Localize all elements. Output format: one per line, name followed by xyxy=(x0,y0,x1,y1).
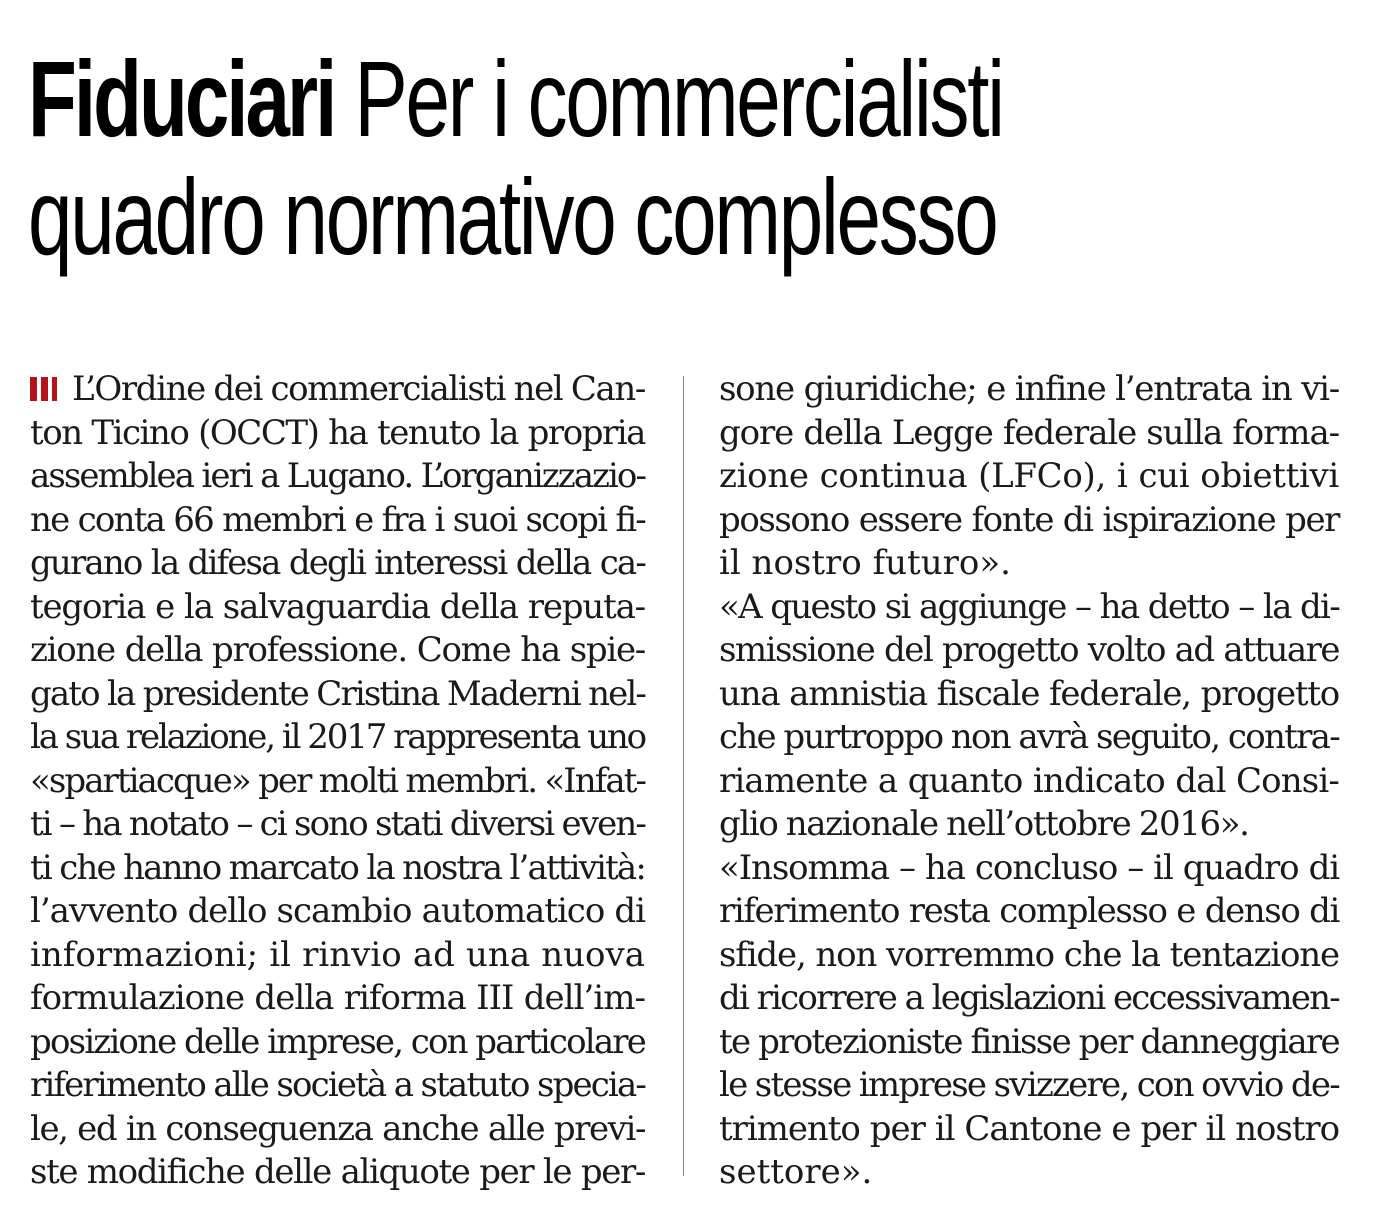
body-line: sone giuridiche; e infine l’entrata in vi- xyxy=(719,369,1339,409)
body-line: riamente a quanto indicato dal Consi- xyxy=(719,760,1339,801)
body-line: che purtroppo non avrà seguito, contra- xyxy=(719,717,1339,757)
body-line: ti che hanno marcato la nostra l’attività: xyxy=(30,847,645,888)
body-line: ton Ticino (OCCT) ha tenuto la propria xyxy=(30,412,645,453)
body-line: ste modifiche delle aliquote per le per- xyxy=(30,1152,645,1192)
body-line: ne conta 66 membri e fra i suoi scopi fi- xyxy=(30,499,645,540)
body-line: smissione del progetto volto ad attuare xyxy=(719,630,1339,670)
body-line: il nostro futuro». xyxy=(719,543,1011,583)
body-line: gurano la difesa degli interessi della ca- xyxy=(30,543,645,583)
headline-title-line-2: quadro normativo complesso xyxy=(28,156,997,277)
headline xyxy=(28,40,1020,276)
headline-line-1 xyxy=(28,40,1020,158)
body-line: le stesse imprese svizzere, con ovvio de- xyxy=(719,1065,1339,1105)
body-line: tegoria e la salvaguardia della reputa- xyxy=(30,586,645,627)
body-line: gore della Legge federale sulla forma- xyxy=(719,412,1339,453)
body-line: «spartiacque» per molti membri. «Infat- xyxy=(30,760,645,801)
article-column-left xyxy=(30,368,645,1195)
body-line: ti – ha notato – ci sono stati diversi even- xyxy=(30,804,645,844)
body-line: te protezioniste finisse per danneggiare xyxy=(719,1021,1339,1062)
body-line: di ricorrere a legislazioni eccessivamen- xyxy=(719,978,1339,1018)
body-line-text: L’Ordine dei commercialisti nel Can- xyxy=(72,369,645,409)
body-line: informazioni; il rinvio ad una nuova xyxy=(30,934,645,975)
body-line: possono essere fonte di ispirazione per xyxy=(719,499,1339,540)
body-line: posizione delle imprese, con particolare xyxy=(30,1021,645,1062)
column-divider xyxy=(683,376,684,1176)
body-line: formulazione della riforma III dell’im- xyxy=(30,978,645,1018)
body-line: una amnistia fiscale federale, progetto xyxy=(719,673,1339,714)
body-line: assemblea ieri a Lugano. L’organizzazio- xyxy=(30,456,645,496)
section-marker-icon xyxy=(30,377,64,401)
body-line: zione continua (LFCo), i cui obiettivi xyxy=(719,456,1339,496)
body-line: la sua relazione, il 2017 rappresenta uno xyxy=(30,717,645,757)
body-line: riferimento alle società a statuto specia- xyxy=(30,1065,645,1105)
body-line: zione della professione. Come ha spie- xyxy=(30,630,645,670)
body-line: riferimento resta complesso e denso di xyxy=(719,891,1339,931)
body-line: le, ed in conseguenza anche alle previ- xyxy=(30,1108,645,1149)
body-line: «Insomma – ha concluso – il quadro di xyxy=(719,847,1339,888)
body-line: glio nazionale nell’ottobre 2016». xyxy=(719,804,1249,844)
body-line xyxy=(30,368,645,412)
body-line: l’avvento dello scambio automatico di xyxy=(30,891,645,931)
headline-kicker: Fiduciari xyxy=(28,38,335,159)
article-column-right xyxy=(719,368,1339,1195)
body-line: trimento per il Cantone e per il nostro xyxy=(719,1108,1339,1149)
headline-title-line-1: Per i commercialisti xyxy=(354,38,1003,159)
body-line: «A questo si aggiunge – ha detto – la di- xyxy=(719,586,1339,627)
body-line: gato la presidente Cristina Maderni nel- xyxy=(30,673,645,714)
body-line: sfide, non vorremmo che la tentazione xyxy=(719,934,1339,975)
body-line: settore». xyxy=(719,1152,873,1192)
